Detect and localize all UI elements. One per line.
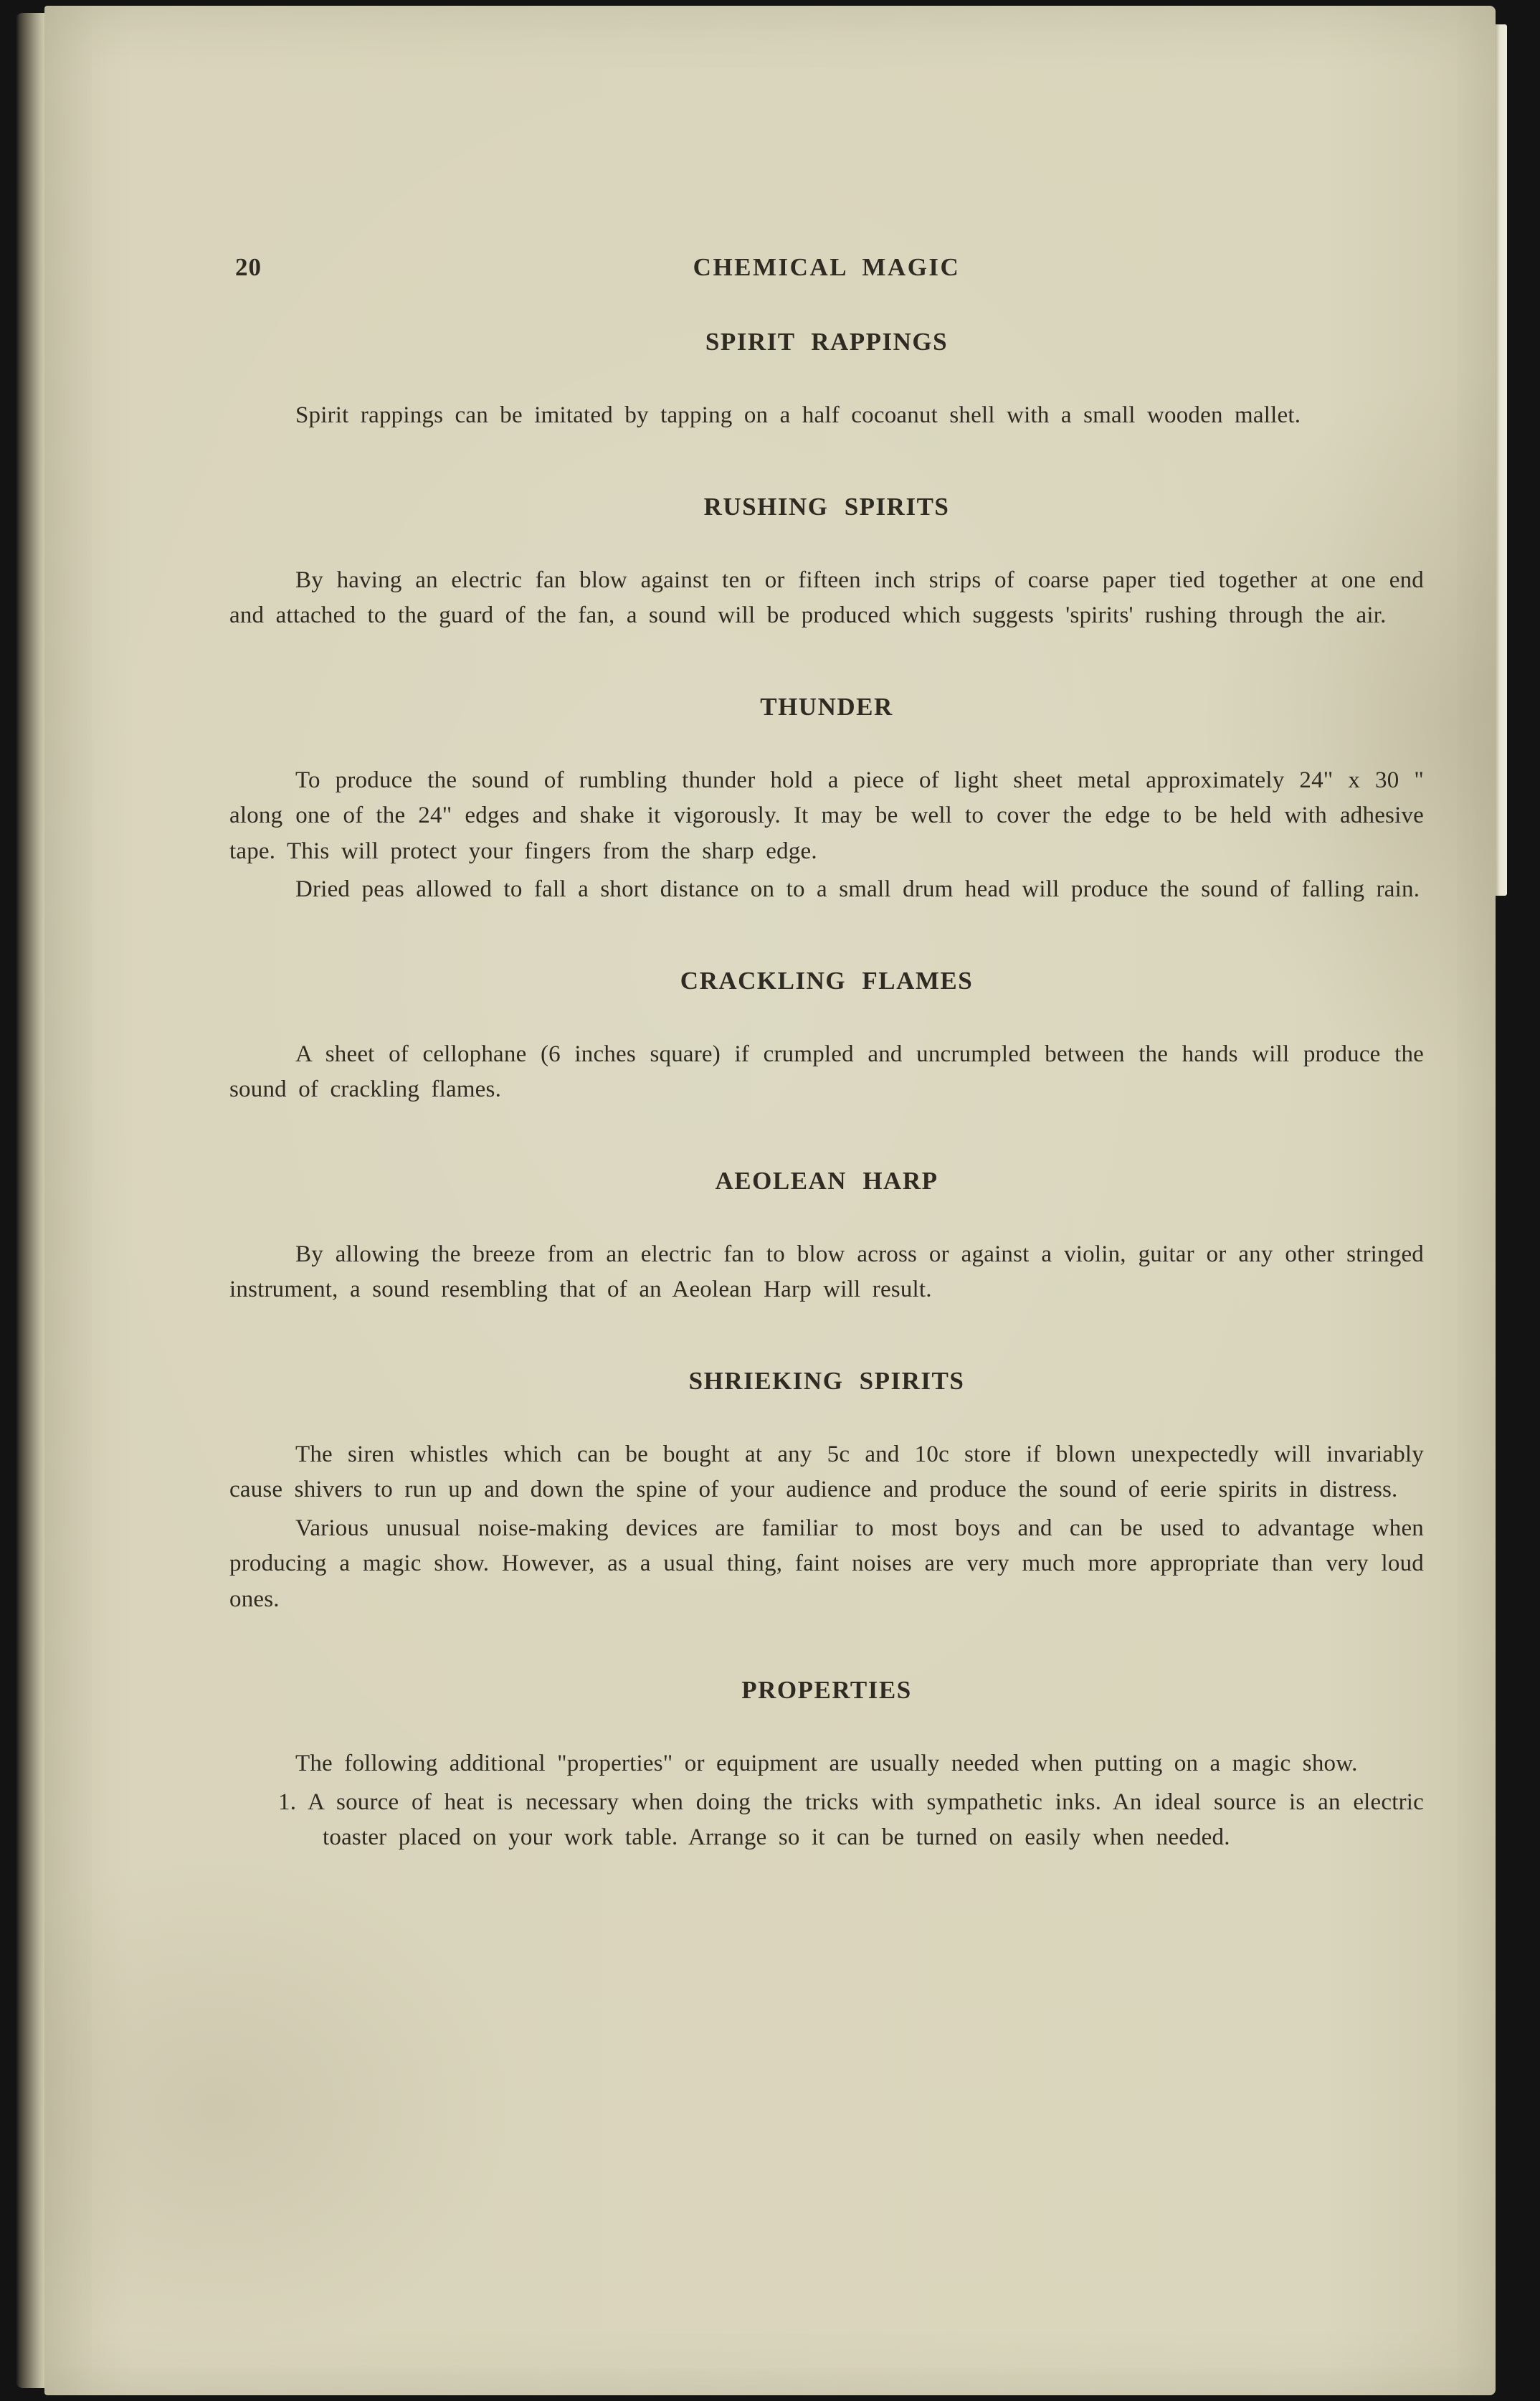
section-heading: AEOLEAN HARP [715,1166,938,1195]
section-rushing-spirits [229,493,1424,634]
page-header [229,253,1424,288]
numbered-list-item [229,1785,1424,1856]
paragraph: Various unusual noise-making devices are familiar to most boys and can be used to advantage when producing a magic show. However, as a usual thing, faint noises are very much more appropriate than very loud ones. [229,1515,1424,1612]
section-shrieking-spirits [229,1367,1424,1618]
section-heading: RUSHING SPIRITS [703,492,950,521]
page-content [229,253,1424,1856]
running-title: CHEMICAL MAGIC [693,253,961,281]
paragraph: To produce the sound of rumbling thunder hold a piece of light sheet metal approximately 24" x 30 " along one of the 24" edges and shake it vigorously. It may be well to cover the edge to be held with adhesive tape. This will protect your fingers from the sharp edge. [229,767,1424,864]
paragraph: Dried peas allowed to fall a short distance on to a small drum head will produce the sound of falling rain. [295,876,1420,902]
section-spirit-rappings [229,328,1424,434]
section-heading: THUNDER [760,692,893,721]
paragraph: Spirit rappings can be imitated by tapping on a half cocoanut shell with a small wooden mallet. [295,402,1301,428]
paragraph: By having an electric fan blow against ten or fifteen inch strips of coarse paper tied together at one end and attached to the guard of the fan, a sound will be produced which suggests 'spirits' rushing through the air. [229,567,1424,628]
section-thunder [229,693,1424,908]
section-properties [229,1676,1424,1856]
list-number: 1. [278,1789,297,1815]
paragraph: A sheet of cellophane (6 inches square) if crumpled and uncrumpled between the hands will produce the sound of crackling flames. [229,1041,1424,1102]
paragraph: The siren whistles which can be bought at any 5c and 10c store if blown unexpectedly will invariably cause shivers to run up and down the spine of your audience and produce the sound of eerie spirits in distress. [229,1441,1424,1502]
page-number: 20 [235,253,262,281]
paragraph: The following additional "properties" or equipment are usually needed when putting on a magic show. [295,1751,1358,1776]
section-heading: PROPERTIES [741,1676,912,1704]
section-heading: SPIRIT RAPPINGS [705,328,949,356]
paragraph: By allowing the breeze from an electric fan to blow across or against a violin, guitar or any other stringed instrument, a sound resembling that of an Aeolean Harp will result. [229,1241,1424,1302]
section-crackling-flames [229,967,1424,1108]
book-edge-pages [16,13,46,2388]
section-heading: CRACKLING FLAMES [680,966,974,995]
next-page-edge [1496,24,1507,896]
section-aeolean-harp [229,1167,1424,1308]
section-heading: SHRIEKING SPIRITS [688,1366,965,1395]
book-page [44,6,1496,2395]
list-text: A source of heat is necessary when doing the tricks with sympathetic inks. An ideal source is an electric toaster placed on your work table. Arrange so it can be turned on easily when needed. [308,1789,1424,1850]
